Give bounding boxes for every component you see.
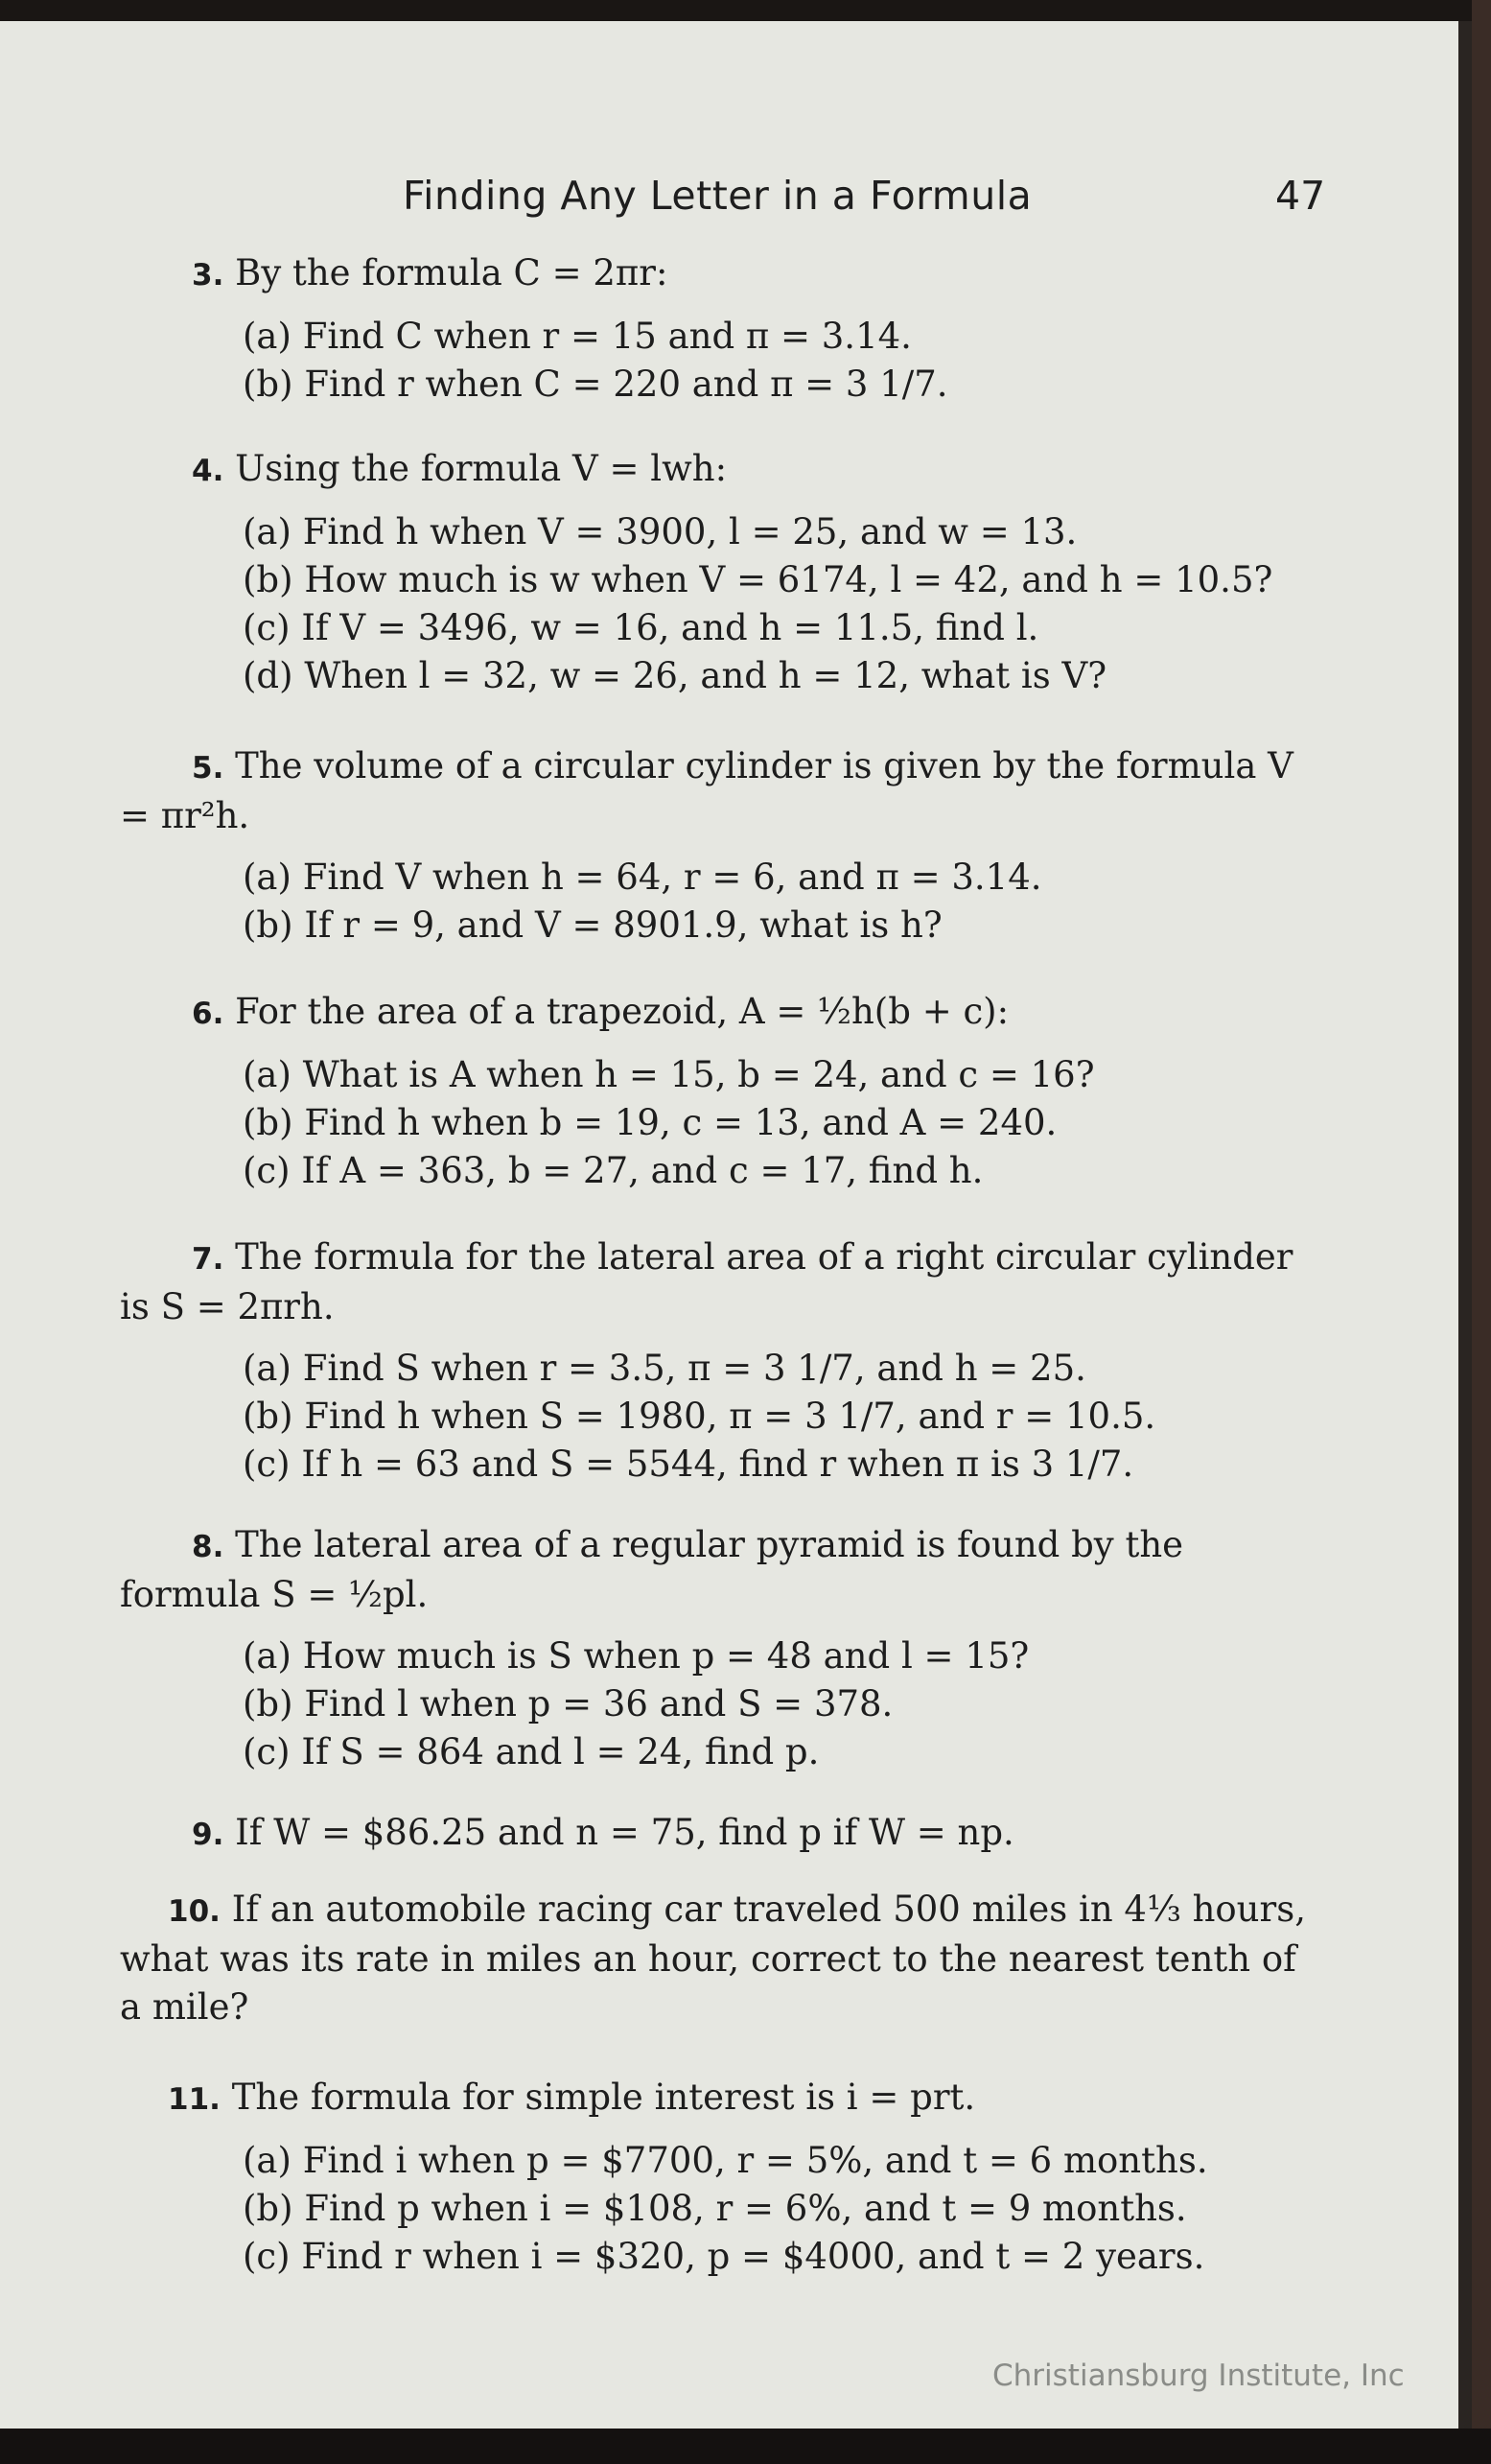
problem-part: (b) Find r when C = 220 and π = 3 1/7. xyxy=(243,364,948,405)
page-edge-bottom xyxy=(0,2429,1491,2464)
problem-part: (c) If S = 864 and l = 24, find p. xyxy=(243,1731,820,1772)
problem-stem: Using the formula V = lwh: xyxy=(235,448,728,489)
problem-part: (a) How much is S when p = 48 and l = 15? xyxy=(243,1635,1030,1677)
problem-part: (a) Find i when p = $7700, r = 5%, and t = 6 months. xyxy=(243,2140,1208,2181)
problem-stem: The lateral area of a regular pyramid is found by the formula S = ½pl. xyxy=(120,1524,1184,1615)
problem-stem: The volume of a circular cylinder is given by the formula V = πr²h. xyxy=(120,745,1293,836)
problem-number: 6. xyxy=(192,997,224,1031)
page-number: 47 xyxy=(1275,173,1326,219)
problem-part: (a) Find h when V = 3900, l = 25, and w = 13. xyxy=(243,511,1078,552)
problem-part: (a) Find V when h = 64, r = 6, and π = 3.14. xyxy=(243,857,1042,898)
page-edge-right xyxy=(1472,0,1491,2464)
problem-part: (b) Find p when i = $108, r = 6%, and t = 9 months. xyxy=(243,2188,1187,2229)
problem-number: 3. xyxy=(192,258,224,293)
problem-part: (c) If V = 3496, w = 16, and h = 11.5, find l. xyxy=(243,607,1039,648)
problem-number: 4. xyxy=(192,454,224,488)
problem-number: 7. xyxy=(192,1242,224,1277)
problem-8 xyxy=(120,1521,1318,1776)
problem-number: 11. xyxy=(168,2082,221,2117)
problem-part: (b) Find h when S = 1980, π = 3 1/7, and r = 10.5. xyxy=(243,1396,1156,1437)
problem-stem: The formula for simple interest is i = prt. xyxy=(231,2077,976,2118)
problem-part: (c) If h = 63 and S = 5544, find r when π is 3 1/7. xyxy=(243,1443,1134,1485)
problem-number: 9. xyxy=(192,1818,224,1852)
problem-part: (c) If A = 363, b = 27, and c = 17, find h. xyxy=(243,1150,984,1191)
problem-part: (b) If r = 9, and V = 8901.9, what is h? xyxy=(243,904,943,946)
problem-number: 10. xyxy=(168,1894,221,1929)
problem-9 xyxy=(120,1809,1318,1859)
problem-stem: For the area of a trapezoid, A = ½h(b + c): xyxy=(235,991,1010,1032)
problem-stem: The formula for the lateral area of a right circular cylinder is S = 2πrh. xyxy=(120,1236,1293,1327)
problem-7 xyxy=(120,1233,1318,1489)
problem-part: (b) Find l when p = 36 and S = 378. xyxy=(243,1683,894,1725)
problem-number: 5. xyxy=(192,751,224,786)
problem-part: (a) Find C when r = 15 and π = 3.14. xyxy=(243,316,912,357)
problem-stem: By the formula C = 2πr: xyxy=(235,252,668,293)
book-page xyxy=(0,21,1472,2429)
problem-10 xyxy=(120,1886,1318,2031)
problem-6 xyxy=(120,988,1318,1195)
page-title: Finding Any Letter in a Formula xyxy=(403,173,1033,219)
problem-stem: If W = $86.25 and n = 75, find p if W = np. xyxy=(235,1812,1014,1853)
problem-part: (d) When l = 32, w = 26, and h = 12, what is V? xyxy=(243,655,1107,696)
problem-stem: If an automobile racing car traveled 500 miles in 4⅓ hours, what was its rate in miles an hour, correct to the nearest tenth of a mile? xyxy=(120,1889,1306,2028)
problem-part: (a) Find S when r = 3.5, π = 3 1/7, and h = 25. xyxy=(243,1348,1086,1389)
problem-part: (b) Find h when b = 19, c = 13, and A = 240. xyxy=(243,1102,1058,1143)
problem-3 xyxy=(120,249,1318,409)
problem-part: (b) How much is w when V = 6174, l = 42, and h = 10.5? xyxy=(243,559,1273,600)
watermark: Christiansburg Institute, Inc xyxy=(992,2358,1405,2393)
problem-part: (a) What is A when h = 15, b = 24, and c = 16? xyxy=(243,1054,1095,1095)
problem-part: (c) Find r when i = $320, p = $4000, and t = 2 years. xyxy=(243,2236,1205,2277)
problem-number: 8. xyxy=(192,1530,224,1564)
problem-11 xyxy=(120,2074,1318,2281)
problem-4 xyxy=(120,445,1318,700)
problem-5 xyxy=(120,742,1318,950)
